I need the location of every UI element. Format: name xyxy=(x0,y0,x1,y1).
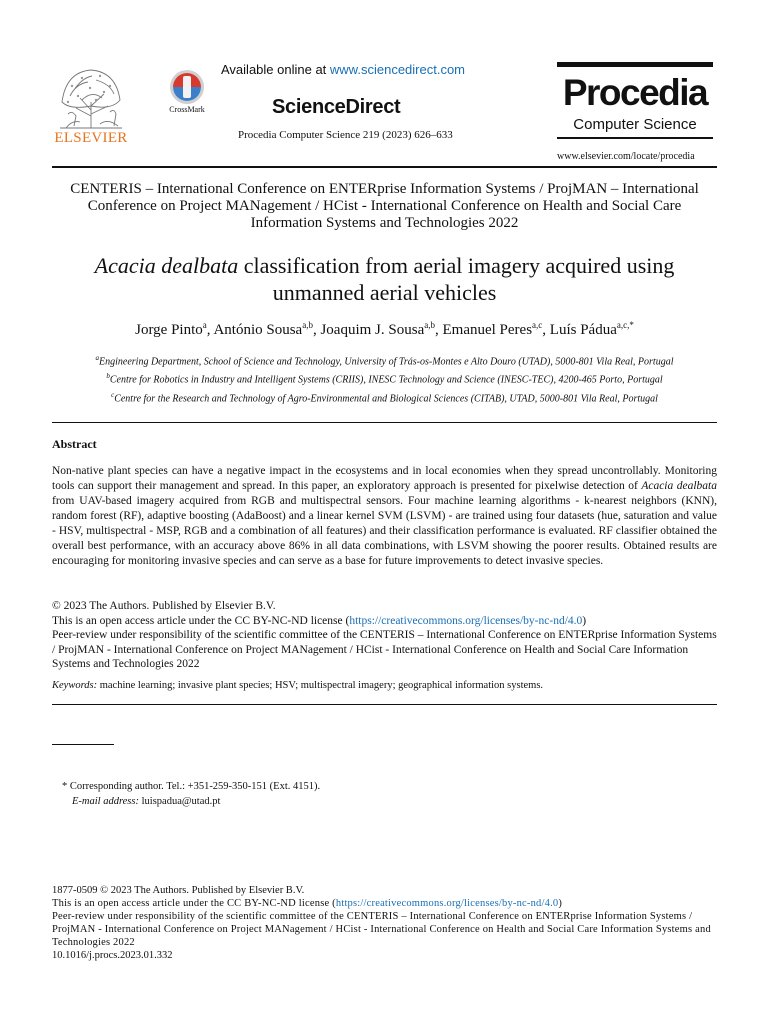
footnote-rule xyxy=(52,744,114,745)
abstract-bottom-rule xyxy=(52,704,717,705)
abstract-text xyxy=(52,464,717,569)
keywords-label: Keywords: xyxy=(52,680,98,691)
author-affiliation-mark: a,c xyxy=(532,320,543,330)
keywords-text: machine learning; invasive plant species; HSV; multispectral imagery; geographical information systems. xyxy=(97,680,544,691)
author-affiliation-mark: a,b xyxy=(302,320,313,330)
sciencedirect-link[interactable]: www.sciencedirect.com xyxy=(329,62,466,77)
sciencedirect-brand: ScienceDirect xyxy=(272,96,401,118)
license-link[interactable]: https://creativecommons.org/licenses/by-nc-nd/4.0 xyxy=(349,614,583,627)
publication-info xyxy=(52,884,717,962)
license-text: This is an open access article under the CC BY-NC-ND license ( xyxy=(52,898,336,909)
author-affiliation-mark: a,b xyxy=(424,320,435,330)
affiliation xyxy=(52,369,717,387)
title-rest: classification from aerial imagery acquired using unmanned aerial vehicles xyxy=(238,253,675,305)
affiliation-text: Engineering Department, School of Science and Technology, University of Trás-os-Montes e Alto Douro (UTAD), 5000-801 Vila Real, Portugal xyxy=(99,356,674,368)
author-affiliation-mark: a xyxy=(202,320,207,330)
bottom-license-line xyxy=(52,897,717,910)
email-line xyxy=(62,794,320,809)
conference-name: CENTERIS – International Conference on ENTERprise Information Systems / ProjMAN – International Conference on Project MANagement / HCist - International Conference on Health and Social Care Information Systems and Technologies 2022 xyxy=(70,181,699,231)
affiliation xyxy=(52,351,717,369)
procedia-title: Procedia xyxy=(562,72,708,113)
abstract-top-rule xyxy=(52,422,717,423)
journal-reference: Procedia Computer Science 219 (2023) 626–633 xyxy=(238,129,453,141)
bottom-peer-review: Peer-review under responsibility of the scientific committee of the CENTERIS – International Conference on ENTERprise Information Systems / ProjMAN - International Conference on Project MANagement / HCist - International Conference on Health and Social Care Information Systems and Technologies 2022 xyxy=(52,911,711,948)
paper-title xyxy=(52,252,717,306)
affiliation-mark: b xyxy=(106,372,110,381)
license-link[interactable]: https://creativecommons.org/licenses/by-nc-nd/4.0 xyxy=(335,898,559,909)
crossmark-label: CrossMark xyxy=(169,105,205,114)
affiliation xyxy=(52,388,717,406)
license-close: ) xyxy=(582,614,587,627)
author: António Sousa xyxy=(213,322,303,338)
abstract-species: Acacia dealbata xyxy=(641,480,717,492)
elsevier-wordmark: ELSEVIER xyxy=(54,130,128,146)
license-close: ) xyxy=(558,898,563,909)
affiliations xyxy=(52,351,717,406)
peer-review-line: Peer-review under responsibility of the scientific committee of the CENTERIS – International Conference on ENTERprise Information Systems / ProjMAN - International Conference on Project MANagement / HCist - International Conference on Health and Social Care Information Systems and Technologies 2022 xyxy=(52,629,717,670)
availability-text: Available online at xyxy=(221,62,330,77)
abstract-part: Non-native plant species can have a negative impact in the ecosystems and in local economies when they spread uncontrollably. Monitoring tools can support their management and spread. In this paper, an exploratory approach is presented for pixelwise detection of xyxy=(52,465,717,492)
author: Luís Pádua xyxy=(549,322,617,338)
procedia-top-bar xyxy=(557,62,713,67)
abstract-part: from UAV-based imagery acquired from RGB and multispectral sensors. Four machine learning algorithms - k-nearest neighbors (KNN), random forest (RF), adaptive boosting (AdaBoost) and a linear kernel SVM (LSVM) - are trained using four datasets (hue, saturation and value - HSV, multispectral - MSP, RGB and a combination of all features) and their classification performance is evaluated. RF classifier obtained the overall best performance, with an accuracy above 86% in all data combinations, with LSVM showing the poorer results. Obtained results are encouraging for monitoring invasive species and can serve as a base for future improvements to detect invasive species. xyxy=(52,495,717,567)
affiliation-text: Centre for the Research and Technology of Agro-Environmental and Biological Sciences (CITAB), UTAD, 5000-801 Vila Real, Portugal xyxy=(114,392,658,404)
email-label: E-mail address: xyxy=(72,796,139,807)
license-line xyxy=(52,614,717,629)
procedia-rule xyxy=(557,137,713,139)
corresponding-author: * Corresponding author. Tel.: +351-259-350-151 (Ext. 4151). xyxy=(62,781,321,792)
affiliation-text: Centre for Robotics in Industry and Intelligent Systems (CRIIS), INESC Technology and Science (INESC-TEC), 4200-465 Porto, Portugal xyxy=(109,374,663,386)
header-rule xyxy=(52,166,717,168)
doi[interactable]: 10.1016/j.procs.2023.01.332 xyxy=(52,950,173,961)
license-text: This is an open access article under the CC BY-NC-ND license ( xyxy=(52,614,350,627)
procedia-subtitle: Computer Science xyxy=(573,116,697,133)
copyright-block xyxy=(52,599,717,672)
availability-line xyxy=(221,62,465,77)
affiliation-mark: c xyxy=(111,390,115,399)
copyright-line: © 2023 The Authors. Published by Elsevier B.V. xyxy=(52,600,276,612)
journal-url[interactable]: www.elsevier.com/locate/procedia xyxy=(557,151,695,162)
author-list: Jorge Pinto$^a$, António Sousa$^{a,b}$, Joaquim J. Sousa$^{a,b}$, Emanuel Peres$^{a,c}$, Luís Pádua$^{a,c,*}$ xyxy=(135,320,634,338)
title-species: Acacia dealbata xyxy=(94,253,239,278)
author: Emanuel Peres xyxy=(442,322,533,338)
author-affiliation-mark: a,c,* xyxy=(616,320,634,330)
footnote xyxy=(62,779,320,809)
procedia-logo xyxy=(557,62,713,144)
author: Jorge Pinto xyxy=(135,322,203,338)
issn-line: 1877-0509 © 2023 The Authors. Published by Elsevier B.V. xyxy=(52,885,305,896)
abstract-heading: Abstract xyxy=(52,437,97,451)
email-address[interactable]: luispadua@utad.pt xyxy=(138,796,221,807)
author: Joaquim J. Sousa xyxy=(320,322,425,338)
affiliation-mark: a xyxy=(95,354,100,362)
keywords-line xyxy=(52,680,717,691)
